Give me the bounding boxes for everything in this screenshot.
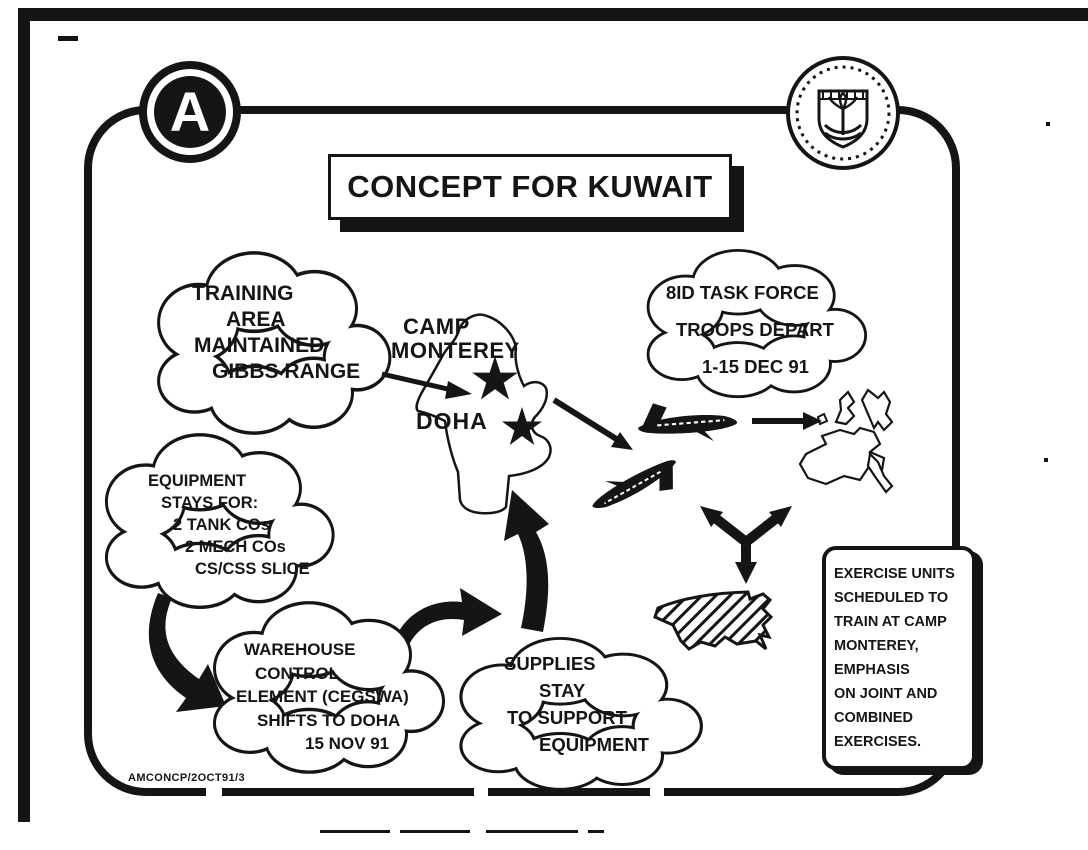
cloud-line: STAY: [539, 680, 586, 701]
box-line: EMPHASIS: [834, 662, 910, 678]
cloud-line: ELEMENT (CEGSWA): [236, 687, 409, 706]
box-line: MONTEREY,: [834, 638, 919, 654]
airplane-icon: [638, 403, 737, 441]
third-army-patch-icon: [143, 65, 237, 159]
cloud-line: CONTROL: [255, 663, 340, 683]
cloud-line: STAYS FOR:: [161, 494, 259, 512]
exercise-units-box: [822, 546, 976, 770]
cloud-line: AREA: [226, 308, 286, 331]
kuwait-to-airlift-arrow: [554, 400, 633, 450]
cloud-line: 8ID TASK FORCE: [666, 282, 819, 303]
warehouse-cloud-text: [228, 638, 409, 756]
europe-map: [800, 390, 892, 492]
training-cloud-text: [170, 281, 360, 385]
cloud-line: TRAINING: [192, 282, 294, 305]
cloud-line: TO SUPPORT: [507, 707, 627, 728]
saudi-arabia-seal-icon: [788, 58, 898, 168]
camp-label: CAMP: [403, 314, 470, 339]
cloud-line: 2 MECH COs: [185, 538, 286, 556]
box-line: SCHEDULED TO: [834, 590, 949, 606]
cloud-line: 2 TANK COs: [173, 516, 270, 534]
task-force-cloud-text: [652, 274, 834, 385]
doha-label: DOHA: [416, 408, 488, 434]
supplies-cloud-text: [494, 650, 649, 758]
equipment-cloud-text: [140, 470, 310, 580]
cloud-line: EQUIPMENT: [539, 734, 649, 755]
cloud-line: 15 NOV 91: [305, 734, 390, 753]
cloud-line: TROOPS DEPART: [676, 319, 834, 340]
cloud-line: MAINTAINED: [194, 334, 325, 357]
slide-footer-code: AMCONCP/2OCT91/3: [128, 772, 246, 784]
distribution-arrows-icon: [700, 506, 792, 584]
equipment-to-warehouse-arrow: [149, 593, 226, 712]
box-line: COMBINED: [834, 710, 913, 726]
army-logo-letter: A: [169, 80, 211, 143]
airplane-icon: [585, 450, 686, 522]
box-line: EXERCISES.: [834, 734, 922, 750]
cloud-line: GIBBS RANGE: [212, 360, 361, 383]
scan-dashes: [320, 830, 604, 833]
supplies-to-kuwait-arrow: [504, 490, 549, 632]
cloud-line: 1-15 DEC 91: [702, 356, 809, 377]
cloud-line: EQUIPMENT: [148, 472, 247, 490]
slide-title: CONCEPT FOR KUWAIT: [347, 169, 713, 204]
airlift-to-europe-arrow: [752, 412, 822, 430]
box-line: TRAIN AT CAMP: [834, 614, 947, 630]
box-line: ON JOINT AND: [834, 686, 938, 702]
cloud-line: WAREHOUSE: [244, 640, 356, 659]
box-line: EXERCISE UNITS: [834, 566, 955, 582]
cloud-line: CS/CSS SLICE: [195, 560, 310, 578]
cloud-line: SHIFTS TO DOHA: [257, 710, 401, 730]
title-box: [328, 154, 732, 220]
usa-map: [655, 592, 771, 649]
cloud-line: SUPPLIES: [504, 653, 596, 674]
monterey-label: MONTEREY: [391, 338, 520, 363]
